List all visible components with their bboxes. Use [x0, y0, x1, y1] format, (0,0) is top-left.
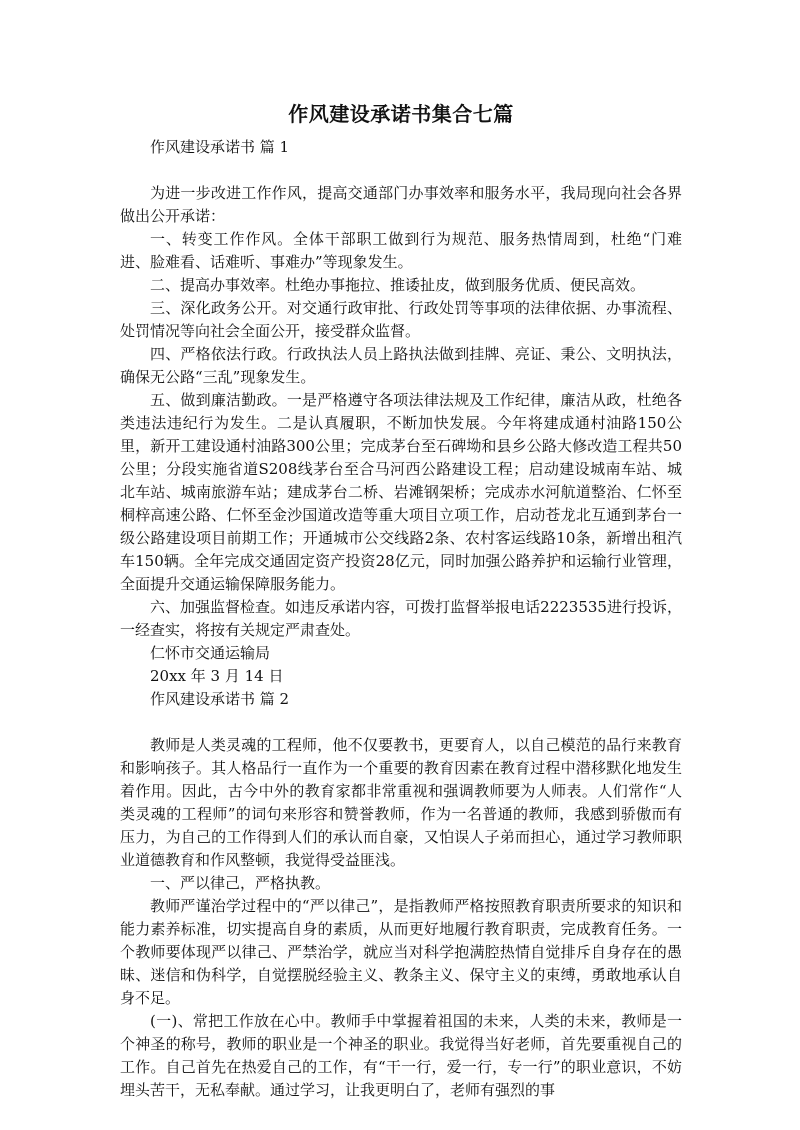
signature-org: 仁怀市交通运输局	[150, 644, 271, 662]
section-1-item-6: 六、加强监督检查。如违反承诺内容，可拨打监督举报电话2223535进行投诉，一经查实，将按有关规定严肃查处。	[120, 598, 682, 639]
spacer	[120, 711, 682, 734]
section-1-item-5: 五、做到廉洁勤政。一是严格遵守各项法律法规及工作纪律，廉洁从政，杜绝各类违法违纪行为发生。二是认真履职，不断加快发展。今年将建成通村油路150公里，新开工建设通村油路300公里；完成茅台至石碑坳和县乡公路大修改造工程共50公里；分段实施省道S208线茅台至合马河西公路建设工程；启动建设城南车站、城北车站、城南旅游车站；建成茅台二桥、岩滩钢架桥；完成赤水河航道整治、仁怀至桐梓高速公路、仁怀至金沙国道改造等重大项目立项工作，启动苍龙北互通到茅台一级公路建设项目前期工作；开通城市公交线路2条、农村客运线路10条，新增出租汽车150辆。全年完成交通固定资产投资28亿元，同时加强公路养护和运输行业管理，全面提升交通运输保障服务能力。	[120, 391, 682, 593]
document-title: 作风建设承诺书集合七篇	[288, 102, 514, 126]
section-2-para-3: (一)、常把工作放在心中。教师手中掌握着祖国的未来，人类的未来，教师是一个神圣的称号，教师的职业是一个神圣的职业。我觉得当好老师，首先要重视自己的工作。自己首先在热爱自己的工作，有“干一行，爱一行，专一行”的职业意识，不妨埋头苦干，无私奉献。通过学习，让我更明白了，老师有强烈的事	[120, 1012, 682, 1099]
section-1-intro: 为进一步改进工作作风，提高交通部门办事效率和服务水平，我局现向社会各界做出公开承诺：	[120, 184, 682, 225]
document-page	[120, 100, 682, 1102]
section-2-para-2: 教师严谨治学过程中的“严以律己”，是指教师严格按照教育职责所要求的知识和能力素养标准，切实提高自身的素质，从而更好地履行教育职责，完成教育任务。一个教师要体现严以律己、严禁治学，就应当对科学抱满腔热情自觉排斥自身存在的愚昧、迷信和伪科学，自觉摆脱经验主义、教条主义、保守主义的束缚，勇敢地承认自身不足。	[120, 897, 682, 1007]
signature-date: 20xx 年 3 月 14 日	[150, 667, 284, 685]
section-2-heading: 作风建设承诺书 篇 2	[150, 690, 290, 708]
section-2-subheading-1: 一、严以律己，严格执教。	[150, 874, 331, 892]
section-1-item-3: 三、深化政务公开。对交通行政审批、行政处罚等事项的法律依据、办事流程、处罚情况等向社会全面公开，接受群众监督。	[120, 299, 682, 340]
spacer	[120, 159, 682, 182]
section-2-para-1: 教师是人类灵魂的工程师，他不仅要教书，更要育人，以自己模范的品行来教育和影响孩子。其人格品行一直作为一个重要的教育因素在教育过程中潜移默化地发生着作用。因此，古今中外的教育家都非常重视和强调教师要为人师表。人们常作“人类灵魂的工程师”的词句来形容和赞誉教师，作为一名普通的教师，我感到骄傲而有压力，为自己的工作得到人们的承认而自豪，又怕误人子弟而担心，通过学习教师职业道德教育和作风整顿，我觉得受益匪浅。	[120, 736, 682, 869]
section-1-heading: 作风建设承诺书 篇 1	[150, 138, 290, 156]
section-1-item-1: 一、转变工作作风。全体干部职工做到行为规范、服务热情周到，杜绝“门难进、脸难看、话难听、事难办”等现象发生。	[120, 230, 682, 271]
section-1-item-2: 二、提高办事效率。杜绝办事拖拉、推诿扯皮，做到服务优质、便民高效。	[150, 276, 646, 294]
section-1-item-4: 四、严格依法行政。行政执法人员上路执法做到挂牌、亮证、秉公、文明执法，确保无公路“三乱”现象发生。	[120, 345, 682, 386]
